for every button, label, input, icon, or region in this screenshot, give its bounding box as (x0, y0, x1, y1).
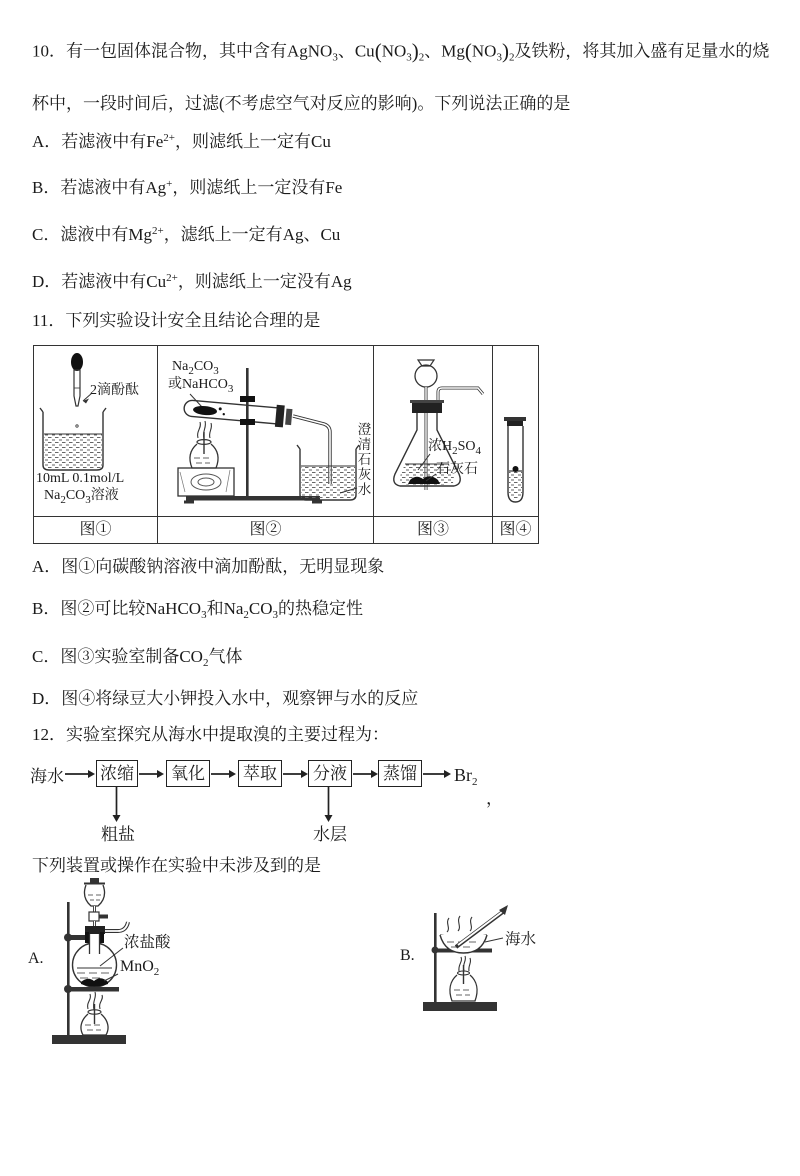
arrow-down-icon (322, 786, 335, 822)
drop-count-label: 2滴酚酞 (90, 383, 139, 398)
limewater-label: 澄清石灰水 (357, 422, 372, 497)
apparatus-a-acid-label: 浓盐酸 (124, 934, 171, 951)
reagent-label-line1: $Na_2CO_3$ (172, 359, 219, 377)
q11-option-d: D．图④将绿豆大小钾投入水中，观察钾与水的反应 (32, 689, 419, 708)
flow-step-distill: 蒸馏 (378, 760, 422, 787)
flow-start-label: 海水 (30, 767, 64, 786)
question-12-stem: 12．实验室探究从海水中提取溴的主要过程为： (32, 725, 389, 744)
figure-4-cell (493, 346, 538, 516)
reagent-label-line2: 或NaHCO$_3$ (168, 377, 234, 395)
solution-name-label: $Na_2CO_3$溶液 (44, 488, 119, 506)
apparatus-a-label: A. (28, 950, 44, 967)
question-10-stem: 10．有一包固体混合物，其中含有AgNO$_3$、$Cu(NO_3)_2$、$Mg(NO_3)_2$及铁粉，将其加入盛有足量水的烧杯中，一段时间后，过滤(不考虑空气对反应的影响)。下列说法正确的是 (32, 39, 770, 113)
arrow-right-icon (211, 767, 236, 781)
q10-option-d: D．若滤液中有$Cu^{2+}$，则滤纸上一定没有Ag (32, 272, 352, 291)
arrow-right-icon (353, 767, 378, 781)
arrow-right-icon (283, 767, 308, 781)
flow-step-extract: 萃取 (238, 760, 282, 787)
acid-label: 浓$H_2SO_4$ (428, 439, 482, 457)
q11-option-a: A．图①向碳酸钠溶液中滴加酚酞，无明显现象 (32, 557, 385, 576)
flow-step-separate: 分液 (308, 760, 352, 787)
arrow-right-icon (65, 767, 95, 781)
figure-3-cell (374, 346, 493, 516)
question-11-stem: 11．下列实验设计安全且结论合理的是 (32, 311, 321, 330)
q12-follow-up-question: 下列装置或操作在实验中未涉及到的是 (32, 856, 321, 875)
flow-byproduct-salt: 粗盐 (101, 825, 135, 844)
apparatus-a (28, 878, 278, 1053)
q11-option-c: C．图③实验室制备$CO_2$气体 (32, 647, 243, 669)
arrow-right-icon (423, 767, 451, 781)
figure-1-cell (34, 346, 158, 516)
q11-figure-table (33, 345, 539, 544)
q10-option-a: A．若滤液中有$Fe^{2+}$，则滤纸上一定有Cu (32, 132, 331, 151)
arrow-right-icon (139, 767, 164, 781)
bromine-extraction-flowchart (30, 755, 550, 855)
solution-volume-label: 10mL 0.1mol/L (36, 471, 125, 486)
q10-option-c: C．滤液中有$Mg^{2+}$，滤纸上一定有Ag、Cu (32, 225, 341, 244)
flow-step-concentrate: 浓缩 (96, 760, 138, 787)
apparatus-b-label: B. (400, 947, 415, 964)
flow-product-label: $Br_2$ (454, 765, 478, 788)
gas-generator-flask-diagram (374, 346, 493, 516)
limestone-label: 石灰石 (436, 462, 478, 477)
figure-2-cell (158, 346, 374, 516)
apparatus-b (398, 905, 628, 1017)
q11-option-b: B．图②可比较NaHCO$_3$和$Na_2CO_3$的热稳定性 (32, 599, 364, 621)
apparatus-b-seawater-label: 海水 (505, 931, 537, 948)
flow-step-oxidize: 氧化 (166, 760, 210, 787)
arrow-down-icon (110, 786, 123, 822)
flow-comma: ， (486, 789, 503, 808)
evaporation-dish-diagram (420, 905, 620, 1017)
flow-byproduct-water-layer: 水层 (313, 825, 347, 844)
figure-4-caption: 图④ (493, 516, 538, 543)
figure-3-caption: 图③ (374, 516, 493, 543)
figure-1-caption: 图① (34, 516, 158, 543)
q10-option-b: B．若滤液中有Ag+，则滤纸上一定没有Fe (32, 178, 343, 197)
figure-2-caption: 图② (158, 516, 374, 543)
apparatus-a-solid-label: MnO$_2$ (120, 958, 160, 978)
stoppered-test-tube-diagram (493, 346, 538, 516)
